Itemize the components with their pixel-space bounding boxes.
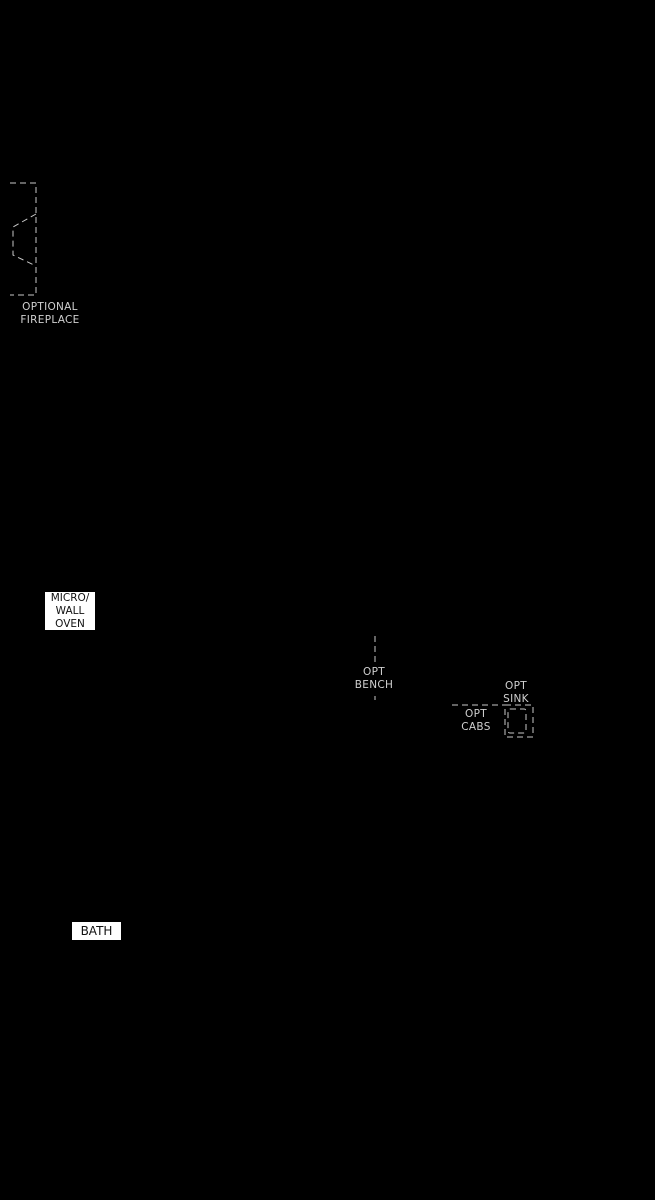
optional-fireplace-label: [10, 301, 90, 327]
label-line: MICRO/: [50, 592, 90, 604]
bath-label: BATH: [72, 922, 121, 940]
label-line: SINK: [503, 693, 529, 705]
label-line: OPT: [505, 680, 527, 692]
micro-wall-oven-label: [45, 592, 95, 630]
opt-bench-label: [349, 666, 399, 692]
label-line: BENCH: [354, 679, 394, 691]
label-line: CABS: [461, 721, 491, 733]
opt-sink-label: [496, 680, 536, 706]
opt-cabs-label: [456, 708, 496, 734]
label-line: FIREPLACE: [20, 314, 80, 326]
label-line: OPT: [363, 666, 385, 678]
sink-outer: [505, 705, 533, 737]
fireplace-hearth: [13, 214, 36, 266]
sink-basin: [508, 709, 526, 733]
fireplace-outline: [10, 183, 36, 295]
label-line: OVEN: [55, 618, 85, 630]
label-line: WALL: [55, 605, 85, 617]
label-line: OPT: [465, 708, 487, 720]
label-line: OPTIONAL: [22, 301, 78, 313]
